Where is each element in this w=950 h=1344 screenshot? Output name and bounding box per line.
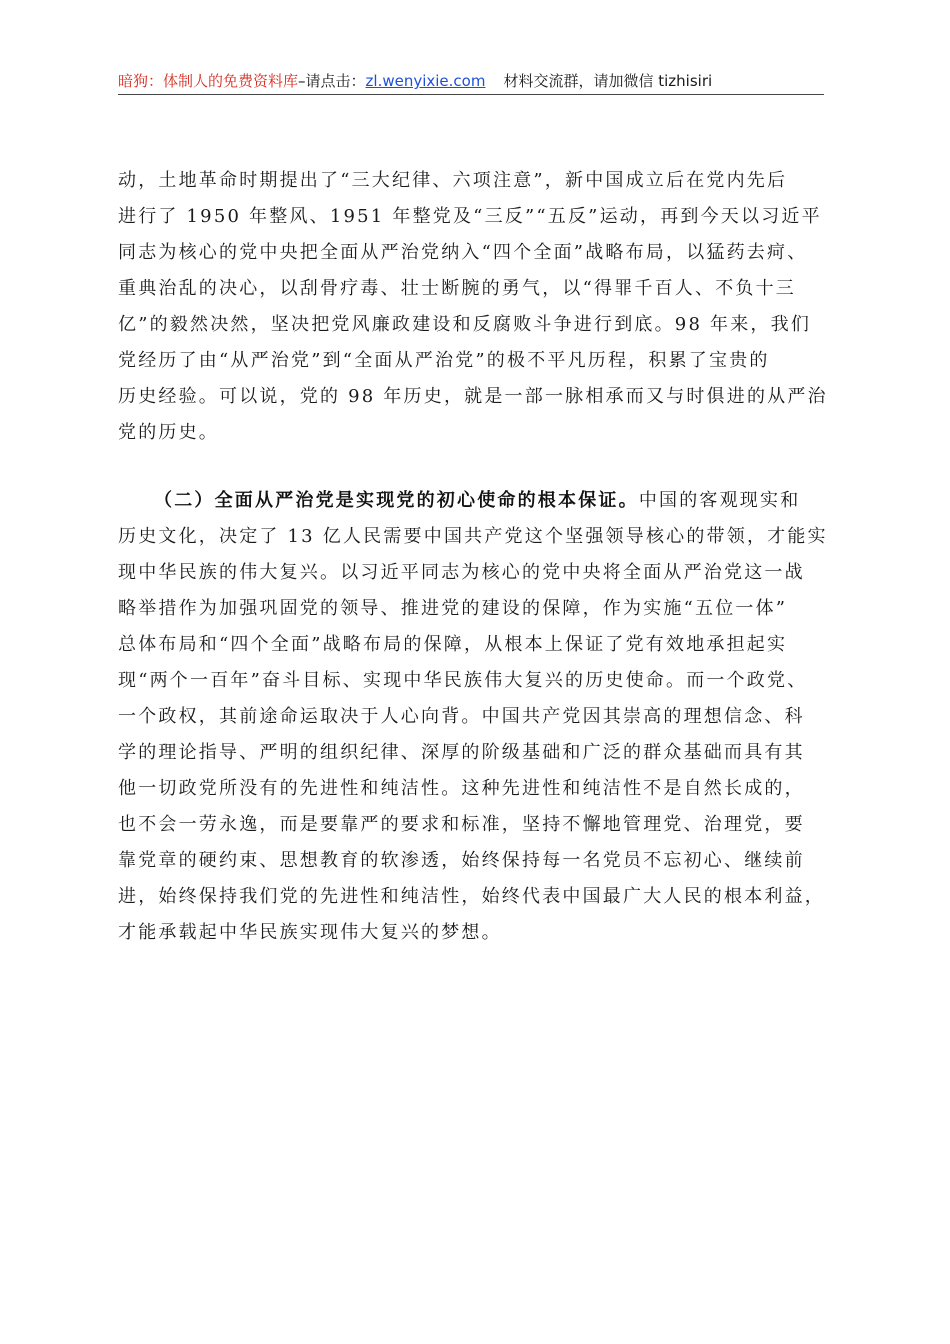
document-body [118,163,830,951]
text-line: 一个政权，其前途命运取决于人心向背。中国共产党因其崇高的理想信念、科 [118,706,805,727]
paragraph-2-first-line [118,483,830,519]
text-line: 进行了 1950 年整风、1951 年整党及“三反”“五反”运动，再到今天以习近平 [118,206,822,227]
text-line: 动，土地革命时期提出了“三大纪律、六项注意”，新中国成立后在党内先后 [118,170,788,191]
text-line: 进，始终保持我们党的先进性和纯洁性，始终代表中国最广大人民的根本利益， [118,886,825,907]
text-line: 才能承载起中华民族实现伟大复兴的梦想。 [118,922,502,943]
header-brand: 暗狗：体制人的免费资料库 [118,72,299,90]
header-prompt: –请点击： [298,72,366,90]
section-heading: （二）全面从严治党是实现党的初心使命的根本保证。 [154,490,639,511]
text-line: 他一切政党所没有的先进性和纯洁性。这种先进性和纯洁性不是自然长成的， [118,778,805,799]
text-line: 历史文化，决定了 13 亿人民需要中国共产党这个坚强领导核心的带领，才能实 [118,526,828,547]
text-line: 总体布局和“四个全面”战略布局的保障，从根本上保证了党有效地承担起实 [118,634,788,655]
text-line: 党的历史。 [118,422,219,443]
text-line: 重典治乱的决心，以刮骨疗毒、壮士断腕的勇气，以“得罪千百人、不负十三 [118,278,796,299]
header-link[interactable]: zl.wenyixie.com [365,72,486,90]
header-contact: 材料交流群，请加微信 tizhisiri [503,72,713,90]
text-line: 靠党章的硬约束、思想教育的软渗透，始终保持每一名党员不忘初心、继续前 [118,850,805,871]
text-line: 略举措作为加强巩固党的领导、推进党的建设的保障，作为实施“五位一体” [118,598,788,619]
text-line: 现“两个一百年”奋斗目标、实现中华民族伟大复兴的历史使命。而一个政党、 [118,670,808,691]
paragraph-2 [118,483,830,951]
text-line: 现中华民族的伟大复兴。以习近平同志为核心的党中央将全面从严治党这一战 [118,562,805,583]
text-line: 亿”的毅然决然，坚决把党风廉政建设和反腐败斗争进行到底。98 年来，我们 [118,314,812,335]
header-divider [118,94,824,95]
heading-line-rest: 中国的客观现实和 [638,490,801,511]
text-line: 历史经验。可以说，党的 98 年历史，就是一部一脉相承而又与时俱进的从严治 [118,386,828,407]
paragraph-1 [118,163,830,451]
text-line: 党经历了由“从严治党”到“全面从严治党”的极不平凡历程，积累了宝贵的 [118,350,770,371]
text-line: 学的理论指导、严明的组织纪律、深厚的阶级基础和广泛的群众基础而具有其 [118,742,805,763]
page-header [118,70,824,92]
text-line: 也不会一劳永逸，而是要靠严的要求和标准，坚持不懈地管理党、治理党，要 [118,814,805,835]
text-line: 同志为核心的党中央把全面从严治党纳入“四个全面”战略布局，以猛药去疴、 [118,242,808,263]
